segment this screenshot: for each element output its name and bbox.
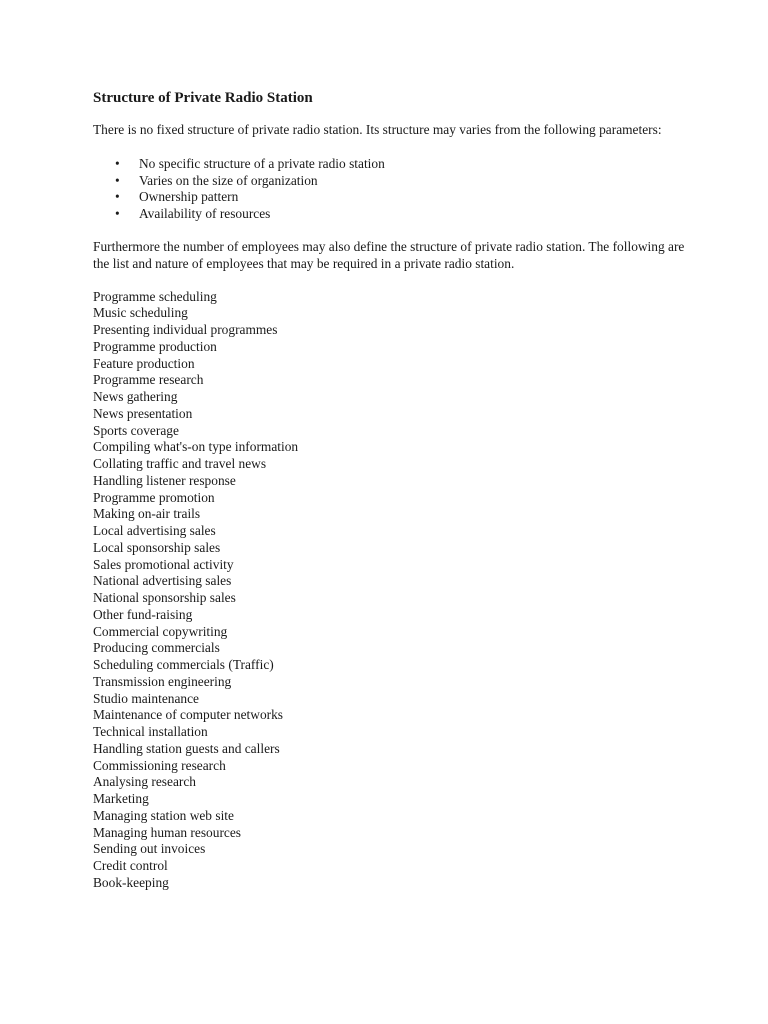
list-item: News presentation [93, 405, 193, 421]
list-item: Music scheduling [93, 305, 188, 321]
roles-list [93, 289, 693, 892]
bullet-icon: • [115, 172, 120, 188]
list-item: National sponsorship sales [93, 590, 236, 606]
list-item: Programme promotion [93, 489, 215, 505]
list-item: • Availability of resources [115, 206, 271, 222]
list-item: Technical installation [93, 724, 208, 740]
list-item: Scheduling commercials (Traffic) [93, 657, 274, 673]
list-item: Producing commercials [93, 640, 220, 656]
list-item: Local advertising sales [93, 523, 216, 539]
list-item: Analysing research [93, 774, 196, 790]
list-item: Sports coverage [93, 422, 179, 438]
list-item: Feature production [93, 355, 195, 371]
list-item: Transmission engineering [93, 673, 232, 689]
list-item: Commercial copywriting [93, 623, 228, 639]
list-item: Book-keeping [93, 874, 169, 890]
list-item: • Ownership pattern [115, 189, 239, 205]
list-item: Marketing [93, 791, 149, 807]
list-item: Presenting individual programmes [93, 322, 278, 338]
list-item: Managing station web site [93, 807, 234, 823]
bullet-icon: • [115, 189, 120, 205]
bullet-icon: • [115, 155, 120, 171]
list-item: Managing human resources [93, 824, 241, 840]
list-item: Making on-air trails [93, 506, 201, 522]
list-item: Commissioning research [93, 757, 226, 773]
list-item: Compiling what's-on type information [93, 439, 299, 455]
list-item: Other fund-raising [93, 606, 193, 622]
list-item: Maintenance of computer networks [93, 707, 284, 723]
list-item: Programme research [93, 372, 204, 388]
intro-paragraph: There is no fixed structure of private radio station. Its structure may varies from the following parameters: [93, 122, 662, 137]
parameter-list [93, 156, 693, 223]
list-item: Sales promotional activity [93, 556, 234, 572]
bullet-icon: • [115, 206, 120, 222]
list-item: Handling station guests and callers [93, 740, 280, 756]
document-page [93, 88, 693, 892]
document-title: Structure of Private Radio Station [93, 90, 313, 106]
list-item: Programme scheduling [93, 288, 217, 304]
list-item: • Varies on the size of organization [115, 172, 318, 188]
list-item: Collating traffic and travel news [93, 456, 267, 472]
list-item: • No specific structure of a private radio station [115, 155, 385, 171]
employees-paragraph: Furthermore the number of employees may also define the structure of private radio station. The following are the list and nature of employees that may be required in a private radio station. [93, 238, 685, 271]
list-item: Credit control [93, 858, 168, 874]
list-item: Handling listener response [93, 472, 236, 488]
list-item: National advertising sales [93, 573, 232, 589]
list-item: Studio maintenance [93, 690, 199, 706]
list-item: Programme production [93, 338, 217, 354]
list-item: Sending out invoices [93, 841, 206, 857]
list-item: News gathering [93, 389, 178, 405]
list-item: Local sponsorship sales [93, 539, 221, 555]
